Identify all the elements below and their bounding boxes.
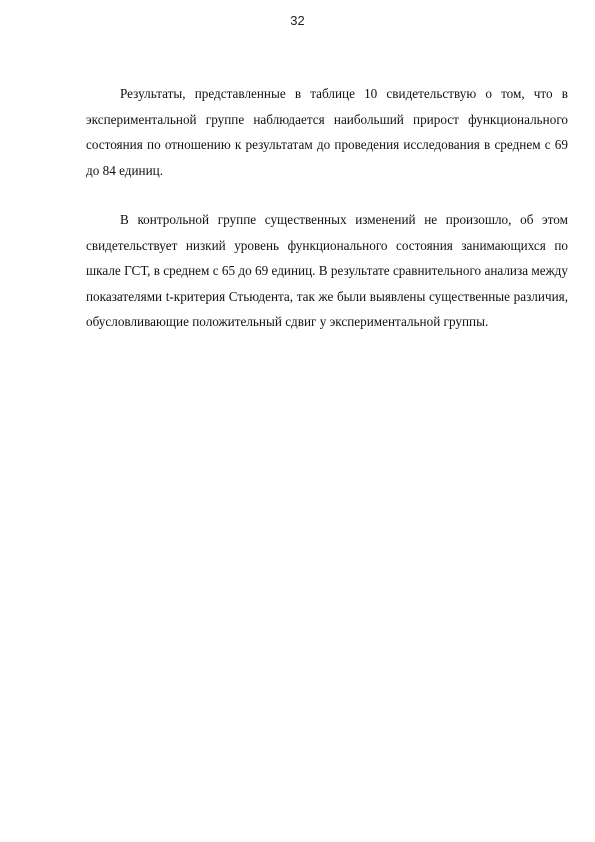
paragraph-experimental-results: Результаты, представленные в таблице 10 свидетельствую о том, что в экспериментальной группе наблюдается наибольший прирост функционального состояния по отношению к результатам до проведения исследования в среднем с 69 до 84 единиц. <box>86 86 568 178</box>
paragraph-control-group: В контрольной группе существенных изменений не произошло, об этом свидетельствует низкий уровень функционального состояния занимающихся по шкале ГСТ, в среднем с 65 до 69 единиц. В результате сравнительного анализа между показателями t-критерия Стьюдента, так же были выявлены существенные различия, обусловливающие положительный сдвиг у экспериментальной группы. <box>86 212 568 329</box>
page-number: 32 <box>290 13 305 28</box>
